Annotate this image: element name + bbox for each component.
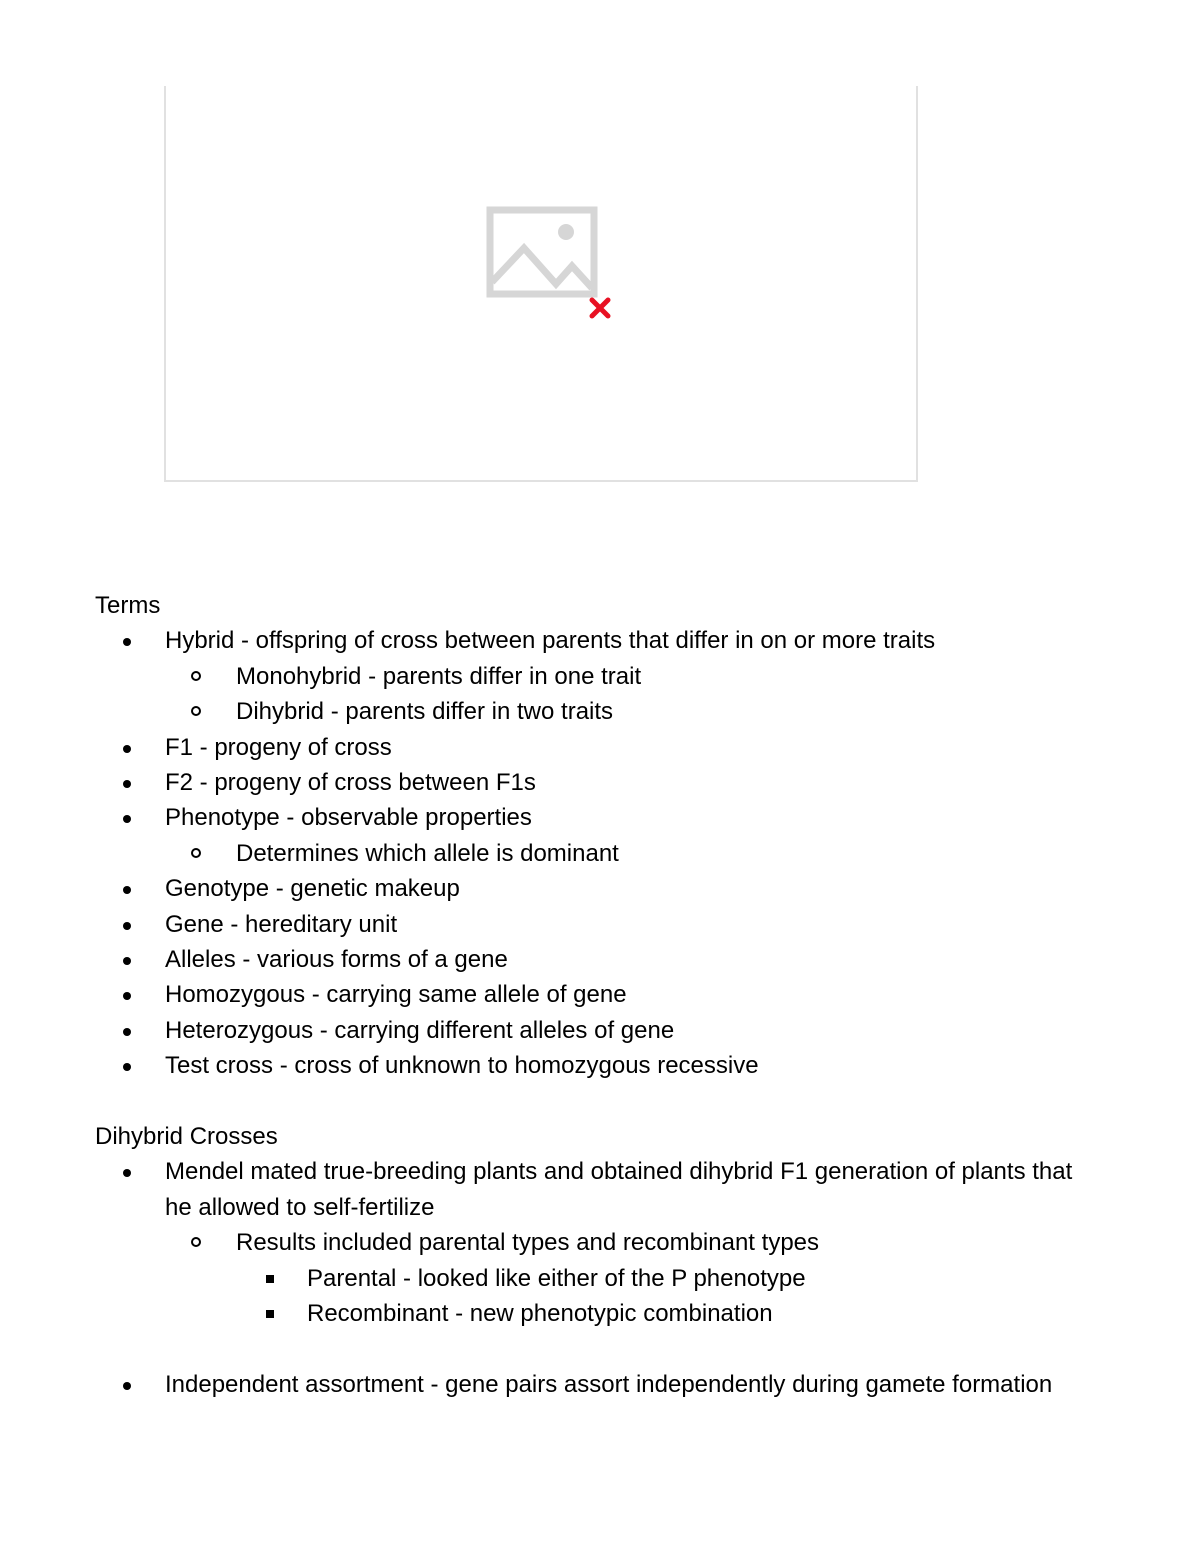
list-item: F2 - progeny of cross between F1s bbox=[95, 765, 1095, 800]
list-item: Gene - hereditary unit bbox=[95, 907, 1095, 942]
list-item: Dihybrid - parents differ in two traits bbox=[95, 694, 1095, 729]
list-item: Parental - looked like either of the P phenotype bbox=[95, 1261, 1095, 1296]
sub-sub-list bbox=[95, 1261, 1095, 1332]
list-item: Determines which allele is dominant bbox=[95, 836, 1095, 871]
notes-content bbox=[95, 588, 1095, 1402]
list-item: Alleles - various forms of a gene bbox=[95, 942, 1095, 977]
list-item: Test cross - cross of unknown to homozygous recessive bbox=[95, 1048, 1095, 1083]
sub-list bbox=[95, 659, 1095, 730]
list-item: Mendel mated true-breeding plants and obtained dihybrid F1 generation of plants that he allowed to self-fertilize Results included parental types and recombinant types Parental - looked like either of the P phenotype Recombinant - new phenotypic combination bbox=[95, 1154, 1095, 1331]
list-item: Recombinant - new phenotypic combination bbox=[95, 1296, 1095, 1331]
dihybrid-heading: Dihybrid Crosses bbox=[95, 1123, 278, 1151]
broken-image-icon bbox=[486, 206, 612, 322]
list-item: Genotype - genetic makeup bbox=[95, 871, 1095, 906]
list-item: Independent assortment - gene pairs assort independently during gamete formation bbox=[95, 1367, 1095, 1402]
list-item: Results included parental types and recombinant types Parental - looked like either of the P phenotype Recombinant - new phenotypic combination bbox=[95, 1225, 1095, 1331]
blank-line bbox=[95, 1332, 1095, 1367]
list-item: Monohybrid - parents differ in one trait bbox=[95, 659, 1095, 694]
list-item: Hybrid - offspring of cross between parents that differ in on or more traits Monohybrid - parents differ in one trait Dihybrid - parents differ in two traits bbox=[95, 623, 1095, 729]
list-item: F1 - progeny of cross bbox=[95, 730, 1095, 765]
dihybrid-list-continued bbox=[95, 1367, 1095, 1402]
sub-list bbox=[95, 836, 1095, 871]
error-x-icon bbox=[592, 300, 608, 316]
sub-list bbox=[95, 1225, 1095, 1331]
list-item: Homozygous - carrying same allele of gene bbox=[95, 977, 1095, 1012]
list-item: Phenotype - observable properties Determines which allele is dominant bbox=[95, 800, 1095, 871]
terms-heading: Terms bbox=[95, 592, 161, 619]
blank-line bbox=[95, 1084, 1095, 1119]
terms-list bbox=[95, 623, 1095, 1083]
list-item: Heterozygous - carrying different alleles of gene bbox=[95, 1013, 1095, 1048]
dihybrid-list bbox=[95, 1154, 1095, 1331]
